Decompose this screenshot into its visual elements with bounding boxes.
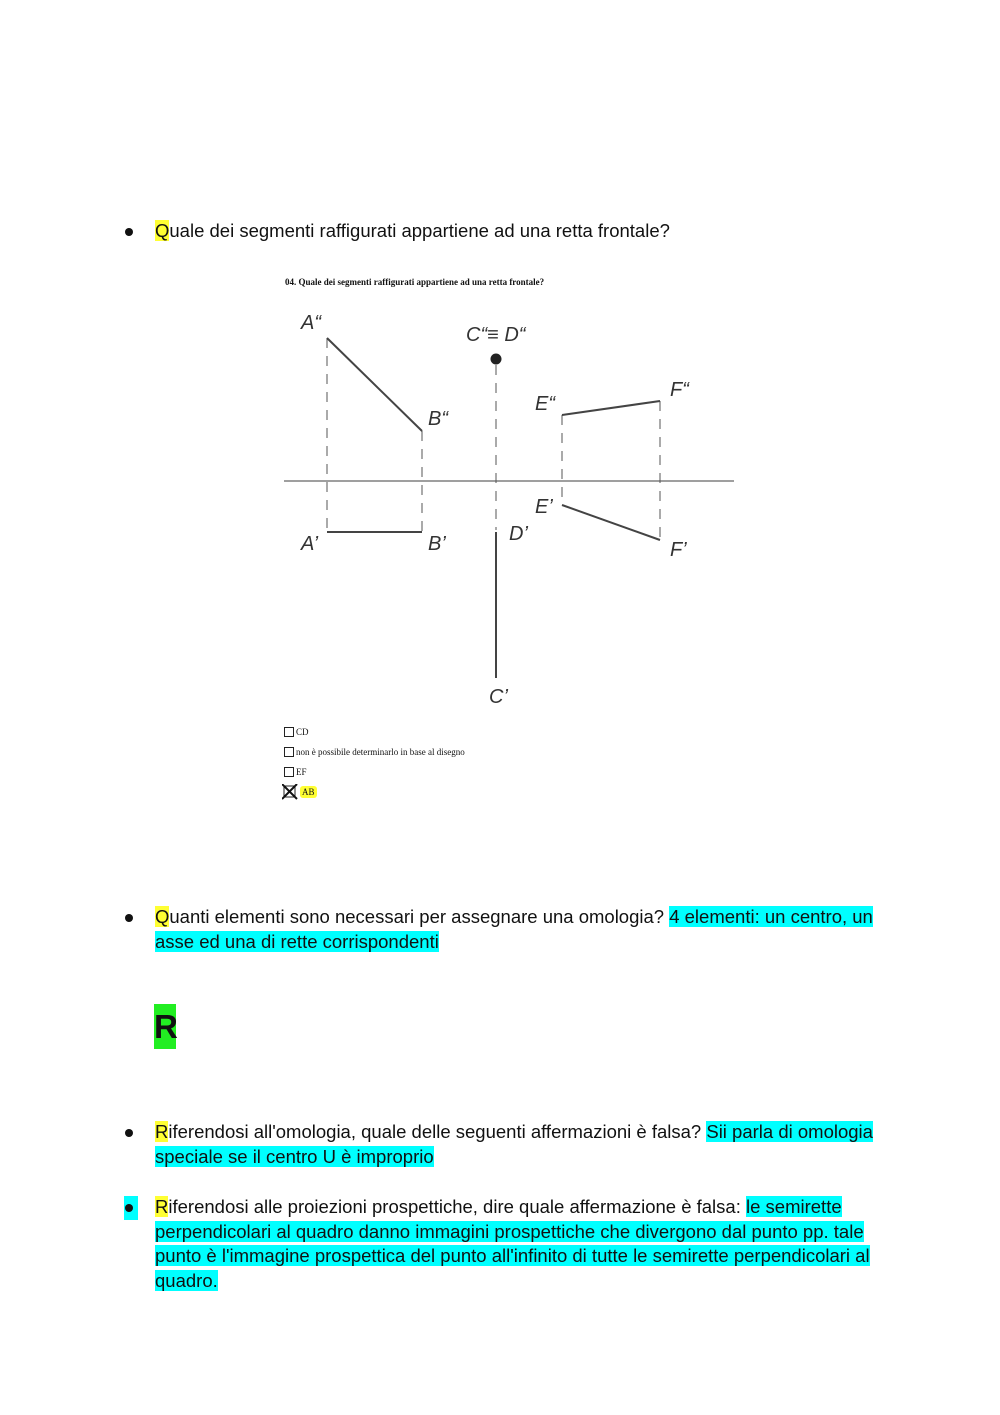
option-undetermined[interactable] bbox=[284, 745, 465, 759]
label-c2d2: C“≡ D“ bbox=[466, 324, 526, 346]
option-checkbox[interactable] bbox=[284, 767, 294, 777]
option-label: non è possibile determinarlo in base al disegno bbox=[296, 747, 465, 757]
r-badge: R bbox=[154, 1004, 176, 1049]
label-e1: E’ bbox=[535, 496, 553, 518]
answer-highlight: le semirette perpendicolari al quadro danno immagini prospettiche che divergono dal punto pp. tale punto è l'immagine prospettica del punto all'infinito di tutte le semirette perpendicolari al quadro. bbox=[155, 1196, 870, 1291]
answer-highlight: 4 elementi: un centro, un asse ed una di rette corrispondenti bbox=[155, 906, 873, 952]
option-cd[interactable] bbox=[284, 725, 309, 739]
option-checkbox[interactable] bbox=[284, 727, 294, 737]
segment-e2f2 bbox=[562, 401, 660, 415]
option-label: AB bbox=[302, 787, 315, 797]
segment-a2b2 bbox=[327, 338, 422, 431]
question-1 bbox=[155, 219, 880, 244]
question-initial: R bbox=[155, 1196, 169, 1217]
question-text: uanti elementi sono necessari per assegnare una omologia? bbox=[169, 906, 670, 927]
check-cross-icon bbox=[282, 784, 298, 800]
orthogonal-projection-drawing bbox=[284, 270, 744, 710]
option-label: EF bbox=[296, 767, 307, 777]
question-text: iferendosi all'omologia, quale delle seguenti affermazioni è falsa? bbox=[168, 1121, 707, 1142]
bullet bbox=[125, 1129, 133, 1137]
figure-title: 04. Quale dei segmenti raffigurati appartiene ad una retta frontale? bbox=[285, 277, 545, 287]
option-ef[interactable] bbox=[284, 765, 307, 779]
question-2 bbox=[155, 905, 880, 954]
label-a1: A’ bbox=[301, 533, 319, 555]
question-text: uale dei segmenti raffigurati appartiene ad una retta frontale? bbox=[169, 220, 670, 241]
label-e2: E“ bbox=[535, 393, 555, 415]
bullet bbox=[125, 228, 133, 236]
label-b1: B’ bbox=[428, 533, 446, 555]
bullet bbox=[125, 1204, 133, 1212]
label-d1: D’ bbox=[509, 523, 528, 545]
option-label: CD bbox=[296, 727, 309, 737]
option-checkbox[interactable] bbox=[284, 747, 294, 757]
question-initial: Q bbox=[155, 906, 170, 927]
label-a2: A“ bbox=[301, 312, 321, 334]
label-f2: F“ bbox=[670, 379, 689, 401]
answer-highlight: Sii parla di omologia speciale se il centro U è improprio bbox=[155, 1121, 873, 1167]
question-3 bbox=[155, 1120, 880, 1169]
label-c1: C’ bbox=[489, 686, 508, 708]
segment-e1f1 bbox=[562, 505, 660, 540]
question-text: iferendosi alle proiezioni prospettiche, dire quale affermazione è falsa: bbox=[168, 1196, 746, 1217]
question-4 bbox=[155, 1195, 880, 1293]
option-checkbox-checked[interactable] bbox=[284, 785, 298, 799]
projection-figure bbox=[284, 270, 744, 810]
label-f1: F’ bbox=[670, 539, 687, 561]
question-initial: Q bbox=[155, 220, 170, 241]
question-initial: R bbox=[155, 1121, 169, 1142]
label-b2: B“ bbox=[428, 408, 448, 430]
bullet bbox=[125, 914, 133, 922]
point-c2d2 bbox=[491, 354, 502, 365]
option-ab[interactable] bbox=[284, 785, 317, 799]
